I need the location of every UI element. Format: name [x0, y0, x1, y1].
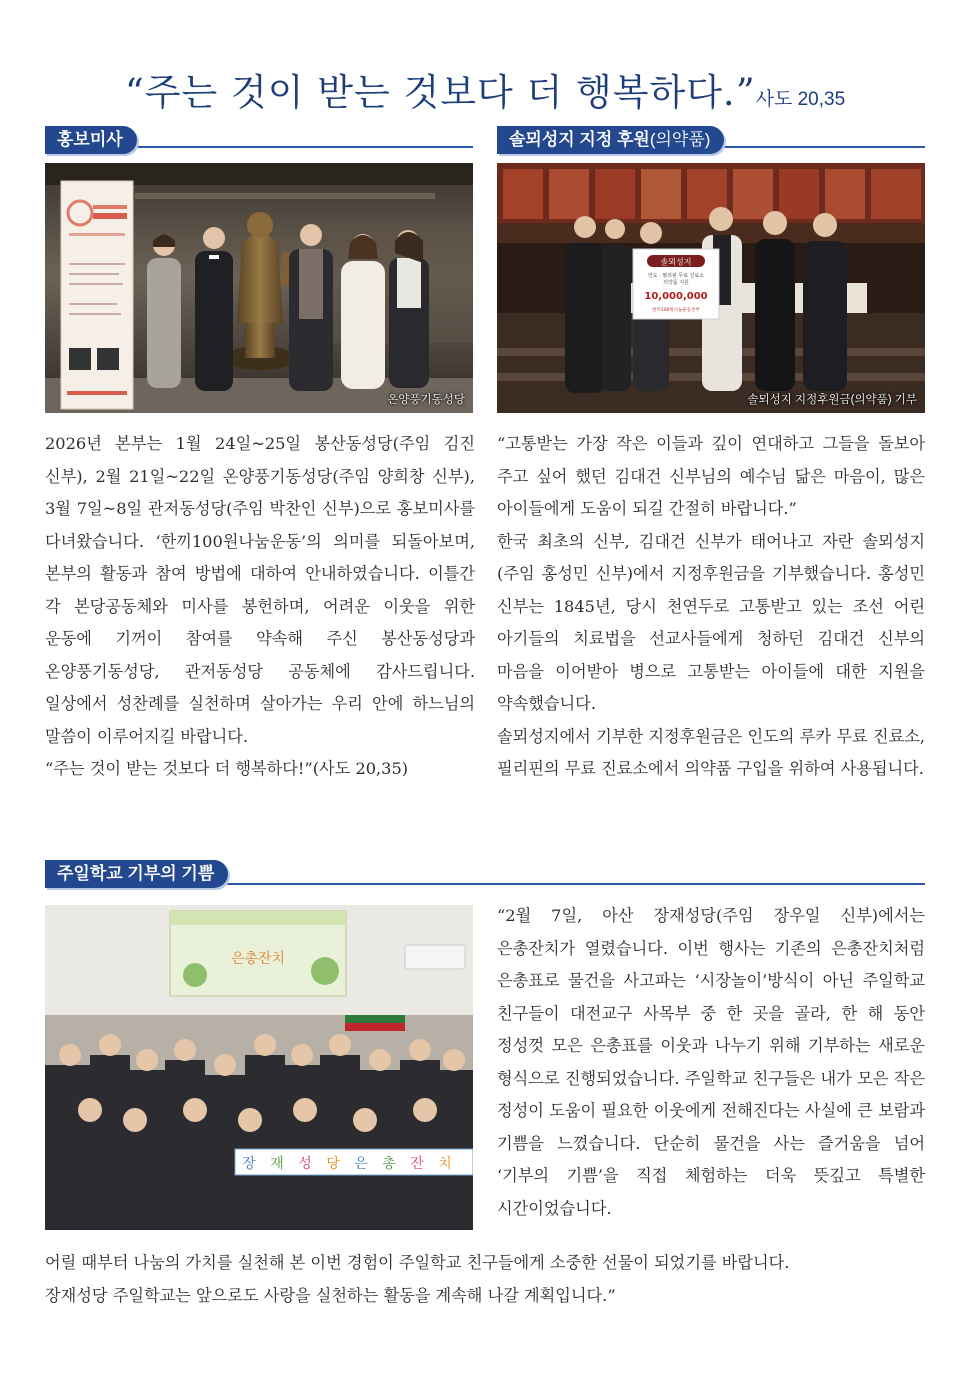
event-banner — [235, 1149, 473, 1175]
board-line1: 인도 · 필리핀 무료 진료소 — [647, 273, 705, 279]
board-org: 한끼100원나눔운동본부 — [652, 308, 700, 313]
board-title: 솔뫼성지 — [660, 257, 692, 267]
promo-mass-quote: “주는 것이 받는 것보다 더 행복하다!”(사도 20,35) — [45, 759, 409, 778]
headline-quote: “주는 것이 받는 것보다 더 행복하다.” — [124, 71, 756, 114]
closing-line-2: 장재성당 주일학교는 앞으로도 사랑을 실천하는 활동을 계속해 나갈 계획입니다.” — [45, 1285, 616, 1305]
photo-caption-promo-mass: 온양풍기동성당 — [387, 394, 465, 406]
closing-line-1: 어릴 때부터 나눔의 가치를 실천해 본 이번 경험이 주일학교 친구들에게 소중한 선물이 되었기를 바랍니다. — [45, 1253, 790, 1272]
sunday-school-text — [497, 900, 925, 1225]
section-label-solmoe-main: 솔뫼성지 지정 후원 — [509, 130, 650, 149]
photo-promo-mass — [45, 163, 473, 413]
section-label-promo-mass: 홍보미사 — [45, 126, 137, 154]
solmoe-paragraph-2: 솔뫼성지에서 기부한 지정후원금은 인도의 루카 무료 진료소, 필리핀의 무료 진료소에서 의약품 구입을 위하여 사용됩니다. — [497, 726, 925, 778]
photo-solmoe-donation — [497, 163, 925, 413]
promo-mass-paragraph: 2026년 본부는 1월 24일~25일 봉산동성당(주임 김진 신부), 2월 21일~22일 온양풍기동성당(주임 양희창 신부), 3월 7일~8일 관저동성당(주임 박찬인 신부)으로 홍보미사를 다녀왔습니다. ‘한끼100원나눔운동’의 의미를 되돌아보며, 본부의 활동과 참여 방법에 대하여 안내하였습니다. 이틀간 각 본당공동체와 미사를 봉헌하며, 어려운 이웃을 위한 운동에 기꺼이 참여를 약속해 주신 봉산동성당과 온양풍기동성당, 관저동성당 공동체에 감사드립니다. 일상에서 성찬례를 실천하며 살아가는 우리 안에 하느님의 말씀이 이루어지길 바랍니다. — [45, 434, 475, 746]
solmoe-text — [497, 428, 925, 786]
banner-letter: 성 — [298, 1156, 312, 1172]
solmoe-quote: “고통받는 가장 작은 이들과 깊이 연대하고 그들을 돌보아 주고 싶어 했던 김대건 신부님의 예수님 닮은 마음이, 많은 아이들에게 도움이 되길 간절히 바랍니다.” — [497, 434, 925, 518]
photo-caption-solmoe: 솔뫼성지 지정후원금(의약품) 기부 — [747, 394, 917, 406]
promo-mass-text — [45, 428, 475, 786]
banner-letter: 장 — [242, 1156, 256, 1172]
banner-letter: 재 — [270, 1156, 284, 1172]
sunday-school-photo-illustration — [45, 905, 473, 1230]
banner-letter: 당 — [326, 1156, 340, 1172]
donation-board — [633, 249, 719, 319]
banner-letter: 은 — [354, 1156, 368, 1172]
banner-letter: 총 — [382, 1156, 396, 1172]
sunday-school-closing — [45, 1247, 925, 1312]
board-amount: 10,000,000 — [644, 291, 708, 302]
headline — [0, 62, 970, 116]
board-line2: 의약품 지원 — [663, 280, 689, 286]
section-label-solmoe-suffix: (의약품) — [649, 130, 711, 149]
sunday-school-paragraph: “2월 7일, 아산 장재성당(주임 장우일 신부)에서는 은총잔치가 열렸습니다. 이번 행사는 기존의 은총잔치처럼 은총표로 물건을 사고파는 ‘시장놀이’방식이 아닌 주일학교 친구들이 대전교구 사목부 중 한 곳을 골라, 한 해 동안 정성껏 모은 은총표를 이웃과 나누기 위해 기부하는 새로운 형식으로 진행되었습니다. 주일학교 친구들은 내가 모은 작은 정성이 도움이 필요한 이웃에게 전해진다는 사실에 큰 보람과 기쁨을 느꼈습니다. 단순히 물건을 사는 즐거움을 넘어 ‘기부의 기쁨’을 직접 체험하는 더욱 뜻깊고 특별한 시간이었습니다. — [497, 906, 925, 1218]
solmoe-donation-photo-illustration — [497, 163, 925, 413]
headline-citation: 사도 20,35 — [755, 89, 846, 110]
photo-sunday-school — [45, 905, 473, 1230]
solmoe-paragraph-1: 한국 최초의 신부, 김대건 신부가 태어나고 자란 솔뫼성지(주임 홍성민 신부)에서 지정후원금을 기부했습니다. 홍성민 신부는 1845년, 당시 천연두로 고통받고 있는 조선 어린 아기들의 치료법을 선교사들에게 청하던 김대건 신부의 마음을 이어받아 병으로 고통받는 아이들에 대한 지원을 약속했습니다. — [497, 531, 925, 713]
banner-letter: 잔 — [410, 1156, 424, 1172]
section-label-sunday-school: 주일학교 기부의 기쁨 — [45, 860, 228, 888]
screen-text: 은총잔치 — [230, 951, 286, 967]
banner-letter: 치 — [438, 1156, 452, 1172]
promo-mass-photo-illustration — [45, 163, 473, 413]
section-label-solmoe — [497, 126, 724, 154]
